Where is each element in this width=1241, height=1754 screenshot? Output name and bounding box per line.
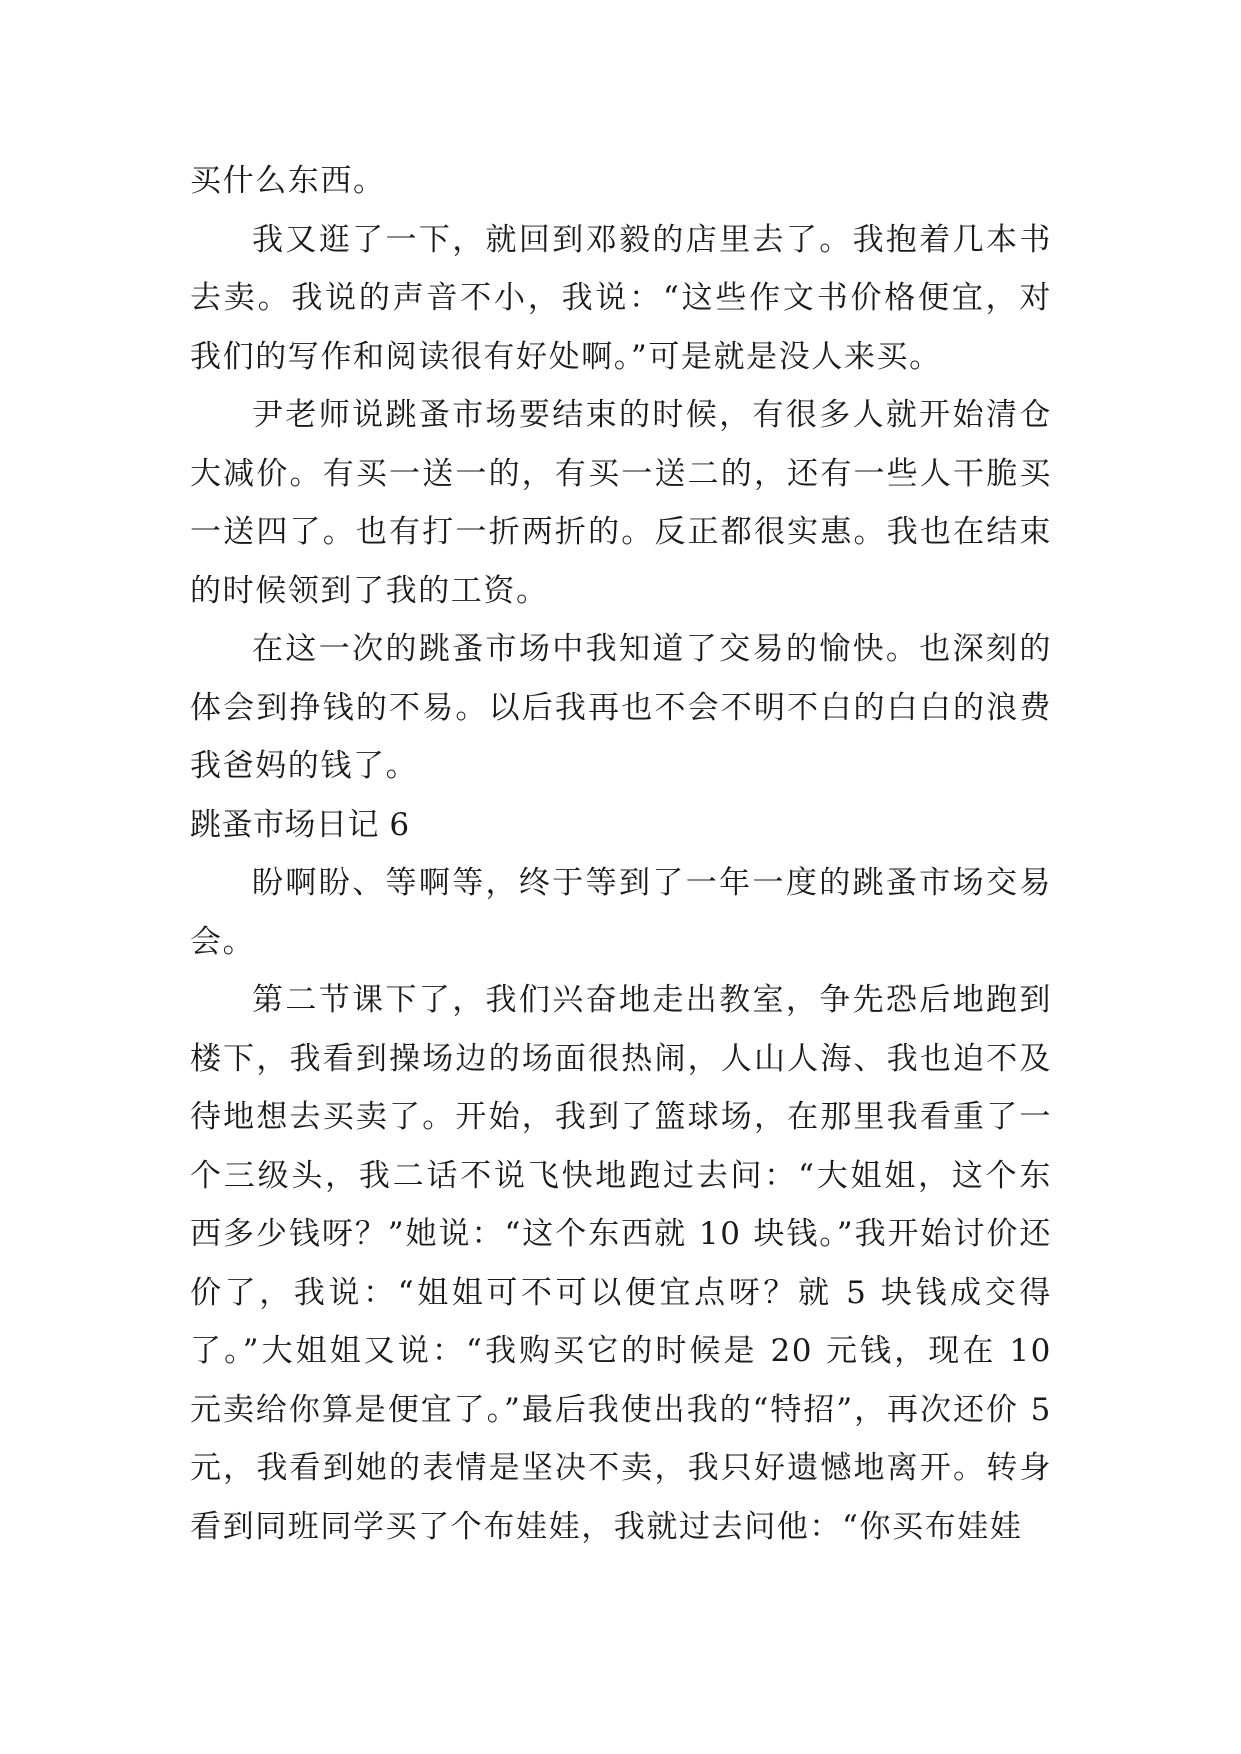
paragraph: 第二节课下了，我们兴奋地走出教室，争先恐后地跑到楼下，我看到操场边的场面很热闹，人山人海、我也迫不及待地想去买卖了。开始，我到了篮球场，在那里我看重了一个三级头，我二话不说飞快地跑过去问：“大姐姐，这个东西多少钱呀？”她说：“这个东西就 10 块钱。”我开始讨价还价了，我说：“姐姐可不可以便宜点呀？就 5 块钱成交得了。”大姐姐又说：“我购买它的时候是 20 元钱，现在 10 元卖给你算是便宜了。”最后我使出我的“特招”，再次还价 5 元，我看到她的表情是坚决不卖，我只好遗憾地离开。转身看到同班同学买了个布娃娃，我就过去问他：“你买布娃娃 xyxy=(190,982,1052,1545)
paragraph-continuation: 买什么东西。 xyxy=(190,163,386,199)
paragraph: 盼啊盼、等啊等，终于等到了一年一度的跳蚤市场交易会。 xyxy=(190,865,1052,960)
document-page xyxy=(190,152,1052,1556)
paragraph: 我又逛了一下，就回到邓毅的店里去了。我抱着几本书去卖。我说的声音不小，我说：“这些作文书价格便宜，对我们的写作和阅读很有好处啊。”可是就是没人来买。 xyxy=(190,221,1052,375)
paragraph: 尹老师说跳蚤市场要结束的时候，有很多人就开始清仓大减价。有买一送一的，有买一送二的，还有一些人干脆买一送四了。也有打一折两折的。反正都很实惠。我也在结束的时候领到了我的工资。 xyxy=(190,397,1052,609)
section-heading: 跳蚤市场日记 6 xyxy=(190,806,410,843)
paragraph: 在这一次的跳蚤市场中我知道了交易的愉快。也深刻的体会到挣钱的不易。以后我再也不会不明不白的白白的浪费我爸妈的钱了。 xyxy=(190,631,1052,784)
